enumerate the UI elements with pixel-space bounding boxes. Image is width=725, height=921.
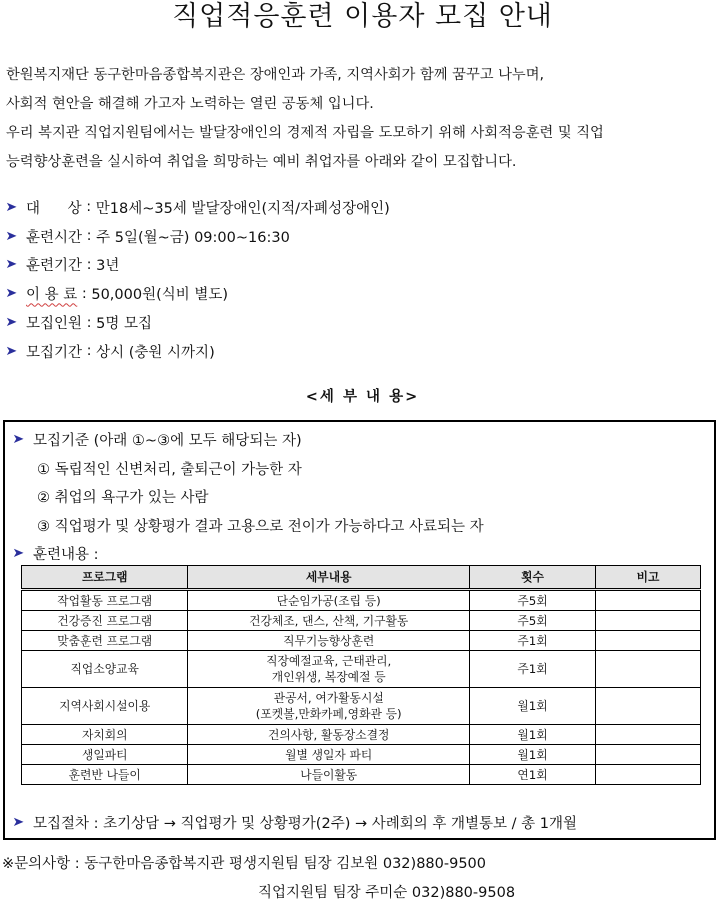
intro-line: 우리 복지관 직업지원팀에서는 발달장애인의 경제적 자립을 도모하기 위해 사회적응훈련 및 직업 [6, 125, 604, 141]
intro-line: 사회적 현안을 해결해 가고자 노력하는 열린 공동체 입니다. [6, 96, 374, 112]
criteria-item: ① 독립적인 신변처리, 출퇴근이 가능한 자 [37, 461, 302, 478]
note-cell [596, 611, 701, 631]
table-row [22, 725, 701, 745]
column-header-detail: 세부내용 [188, 566, 469, 590]
program-cell: 생일파티 [22, 745, 188, 765]
table-header-row [22, 566, 701, 590]
contact-line-2: 직업지원팀 팀장 주미순 032)880-9508 [258, 885, 516, 901]
arrow-bullet-icon: ➤ [5, 286, 18, 302]
note-cell [596, 631, 701, 651]
summary-item-fee: ➤ 이 용 료 : 50,000원(식비 별도) [5, 285, 229, 304]
training-table [21, 565, 701, 785]
detail-cell: 단순임가공(조립 등) [188, 590, 469, 611]
column-header-program: 프로그램 [22, 566, 188, 590]
note-cell [596, 688, 701, 725]
arrow-bullet-icon: ➤ [12, 545, 25, 561]
criteria-item: ② 취업의 욕구가 있는 사람 [37, 489, 209, 506]
detail-cell: 건의사항, 활동장소결정 [188, 725, 469, 745]
column-header-count: 횟수 [469, 566, 595, 590]
contact-line-1: ※문의사항 : 동구한마음종합복지관 평생지원팀 팀장 김보원 032)880-9500 [2, 856, 486, 872]
table-row [22, 688, 701, 725]
arrow-bullet-icon: ➤ [5, 315, 18, 331]
arrow-bullet-icon: ➤ [5, 343, 18, 359]
summary-item-target: ➤ 대 상 : 만18세~35세 발달장애인(지적/자폐성장애인) [5, 199, 390, 217]
note-cell [596, 651, 701, 688]
note-cell [596, 745, 701, 765]
column-header-note: 비고 [596, 566, 701, 590]
detail-cell: 월별 생일자 파티 [188, 745, 469, 765]
program-cell: 자치회의 [22, 725, 188, 745]
table-row [22, 765, 701, 785]
table-row [22, 651, 701, 688]
note-cell [596, 765, 701, 785]
count-cell: 주1회 [469, 651, 595, 688]
count-cell: 월1회 [469, 745, 595, 765]
detail-cell: 직무기능향상훈련 [188, 631, 469, 651]
count-cell: 주1회 [469, 631, 595, 651]
details-heading: <세 부 내 용> [305, 389, 420, 405]
arrow-bullet-icon: ➤ [5, 257, 18, 273]
training-heading: ➤ 훈련내용 : [12, 545, 99, 563]
note-cell [596, 725, 701, 745]
page-title: 직업적응훈련 이용자 모집 안내 [172, 1, 553, 32]
table-row [22, 590, 701, 611]
procedure-line: ➤ 모집절차 : 초기상담 → 직업평가 및 상황평가(2주) → 사례회의 후 개별통보 / 총 1개월 [12, 814, 577, 832]
arrow-bullet-icon: ➤ [5, 199, 18, 215]
count-cell: 주5회 [469, 611, 595, 631]
arrow-bullet-icon: ➤ [12, 431, 25, 447]
summary-item-recruit-period: ➤ 모집기간 : 상시 (충원 시까지) [5, 343, 215, 361]
count-cell: 연1회 [469, 765, 595, 785]
program-cell: 지역사회시설이용 [22, 688, 188, 725]
program-cell: 건강증진 프로그램 [22, 611, 188, 631]
detail-cell: 관공서, 여가활동시설 (포켓볼,만화카페,영화관 등) [188, 688, 469, 725]
program-cell: 직업소양교육 [22, 651, 188, 688]
program-cell: 맞춤훈련 프로그램 [22, 631, 188, 651]
intro-line: 한원복지재단 동구한마음종합복지관은 장애인과 가족, 지역사회가 함께 꿈꾸고 나누며, [6, 67, 545, 83]
summary-item-period: ➤ 훈련기간 : 3년 [5, 256, 120, 275]
summary-item-capacity: ➤ 모집인원 : 5명 모집 [5, 314, 152, 333]
program-cell: 훈련반 나들이 [22, 765, 188, 785]
arrow-bullet-icon: ➤ [5, 228, 18, 244]
count-cell: 월1회 [469, 688, 595, 725]
detail-cell: 건강체조, 댄스, 산책, 기구활동 [188, 611, 469, 631]
summary-list [6, 193, 390, 366]
note-cell [596, 590, 701, 611]
count-cell: 월1회 [469, 725, 595, 745]
detail-cell: 직장예절교육, 근태관리, 개인위생, 복장예절 등 [188, 651, 469, 688]
details-box [3, 420, 716, 840]
intro-line: 능력향상훈련을 실시하여 취업을 희망하는 예비 취업자를 아래와 같이 모집합니다. [6, 154, 517, 170]
summary-item-hours: ➤ 훈련시간 : 주 5일(월~금) 09:00~16:30 [5, 228, 290, 246]
table-row [22, 611, 701, 631]
criteria-item: ③ 직업평가 및 상황평가 결과 고용으로 전이가 가능하다고 사료되는 자 [37, 518, 484, 535]
detail-cell: 나들이활동 [188, 765, 469, 785]
criteria-heading: ➤ 모집기준 (아래 ①~③에 모두 해당되는 자) [12, 431, 302, 449]
arrow-bullet-icon: ➤ [12, 814, 25, 830]
program-cell: 작업활동 프로그램 [22, 590, 188, 611]
count-cell: 주5회 [469, 590, 595, 611]
table-row [22, 745, 701, 765]
table-row [22, 631, 701, 651]
intro-paragraph [6, 61, 722, 177]
